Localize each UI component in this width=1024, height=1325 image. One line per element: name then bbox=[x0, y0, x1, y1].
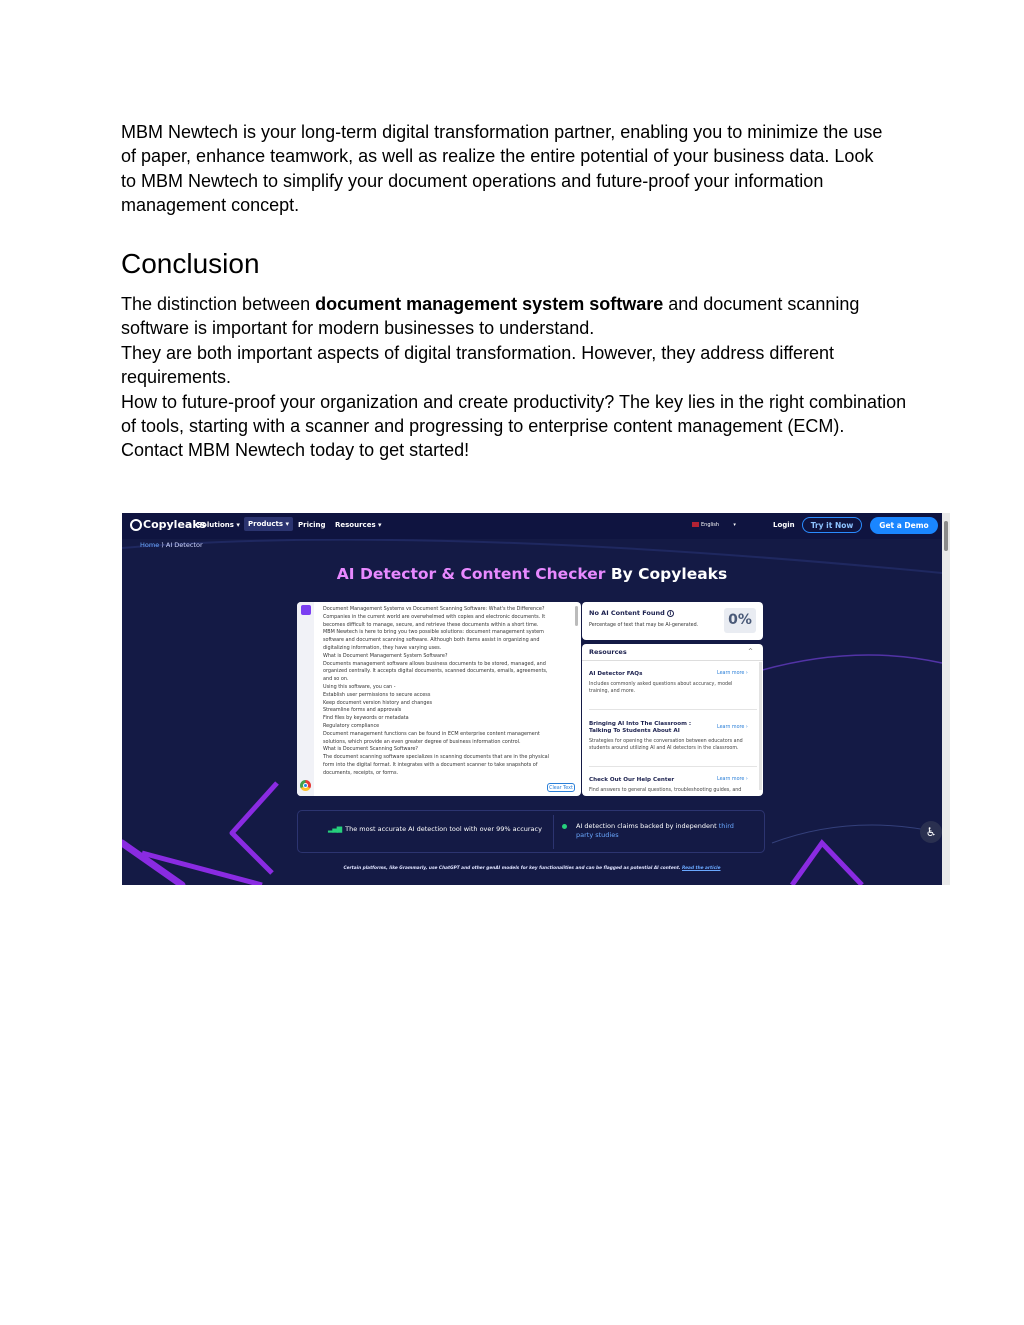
divider bbox=[582, 660, 763, 661]
scrollbar-thumb[interactable] bbox=[944, 521, 948, 551]
ai-percentage: 0% bbox=[724, 608, 756, 633]
bar-chart-icon: ▂▄▆ bbox=[328, 825, 342, 833]
nav-pricing[interactable]: Pricing bbox=[298, 521, 326, 529]
logo-text: Copyleaks bbox=[143, 518, 207, 531]
editor-scrollbar[interactable] bbox=[575, 606, 578, 626]
editor-line: organized centrally. It accepts digital documents, scanned documents, emails, agreements, bbox=[323, 668, 548, 675]
text: and document scanning software is important for modern businesses to understand. bbox=[121, 294, 860, 339]
learn-more-label: Learn more bbox=[717, 777, 745, 782]
editor-line: Establish user permissions to secure access bbox=[323, 691, 431, 698]
language-select[interactable]: English ▾ bbox=[692, 522, 736, 528]
chevron-up-icon[interactable]: ^ bbox=[748, 648, 754, 655]
editor-line: Document management functions can be found in ECM enterprise content management bbox=[323, 730, 540, 737]
stats-banner bbox=[297, 810, 765, 853]
learn-more-link[interactable]: Learn more › bbox=[717, 725, 748, 730]
resource-item bbox=[589, 721, 749, 752]
copyleaks-logo[interactable] bbox=[130, 518, 206, 531]
intro-line: to MBM Newtech to simplify your document operations and future-proof your information bbox=[121, 170, 824, 191]
editor-line: Find files by keywords or metadata bbox=[323, 715, 409, 722]
editor-line: documents, receipts, or forms. bbox=[323, 769, 399, 776]
nav-label: Solutions bbox=[197, 521, 234, 529]
text-editor[interactable] bbox=[297, 602, 581, 796]
editor-line: Keep document version history and changes bbox=[323, 699, 433, 706]
get-a-demo-button[interactable]: Get a Demo bbox=[870, 517, 938, 534]
editor-line: Document Management Systems vs Document Scanning Software: What's the Difference? bbox=[323, 606, 545, 612]
logo-c-icon bbox=[130, 519, 142, 531]
breadcrumb-home[interactable]: Home bbox=[140, 541, 160, 549]
language-label: English bbox=[701, 522, 720, 528]
divider bbox=[553, 815, 554, 849]
divider bbox=[589, 709, 757, 710]
breadcrumb: Home ) AI Detector bbox=[140, 541, 203, 549]
nav-solutions[interactable]: Solutions ▾ bbox=[197, 521, 240, 529]
conclusion-paragraph-3: How to future-proof your organization and create productivity? The key lies in the right combination of tools, starting with a scanner and progressing to enterprise content management (ECM). bbox=[121, 391, 907, 437]
editor-content[interactable] bbox=[323, 606, 557, 778]
clear-text-button[interactable]: Clear Text bbox=[547, 783, 575, 792]
ocr-scan-icon[interactable] bbox=[301, 605, 311, 615]
status-dot-icon bbox=[562, 824, 567, 829]
read-article-link[interactable]: Read the article bbox=[682, 866, 721, 871]
footnote-text: Certain platforms, like Grammarly, use ChatGPT and other genAI models for key functionalities and can be flagged as potential AI content. bbox=[343, 866, 681, 871]
login-link[interactable]: Login bbox=[773, 521, 795, 529]
editor-line: solutions, which provide an even greater degree of business information control. bbox=[323, 738, 521, 745]
chrome-extension-icon[interactable] bbox=[300, 780, 311, 791]
editor-line: What is Document Scanning Software? bbox=[323, 746, 419, 753]
divider bbox=[589, 766, 757, 767]
nav-label: Products bbox=[248, 520, 284, 528]
intro-line: of paper, enhance teamwork, as well as realize the entire potential of your business data. Look bbox=[121, 146, 874, 167]
learn-more-link[interactable]: Learn more › bbox=[717, 671, 748, 676]
editor-line: What is Document Management System Software? bbox=[323, 652, 448, 659]
conclusion-paragraph-2: They are both important aspects of digital transformation. However, they address different requirements. bbox=[121, 342, 835, 388]
intro-line: management concept. bbox=[121, 195, 300, 216]
resources-scrollbar[interactable] bbox=[759, 662, 762, 790]
text: The distinction between bbox=[121, 294, 316, 314]
learn-more-label: Learn more bbox=[717, 671, 745, 676]
resources-panel bbox=[582, 644, 763, 796]
accessibility-icon[interactable]: ♿ bbox=[920, 821, 942, 843]
resources-title: Resources bbox=[589, 648, 627, 656]
editor-line: Documents management software allows business documents to be stored, managed, and bbox=[323, 660, 546, 667]
editor-line: Regulatory compliance bbox=[323, 722, 380, 729]
flag-icon bbox=[692, 522, 699, 527]
page-scrollbar[interactable] bbox=[942, 513, 950, 885]
nav-resources[interactable]: Resources ▾ bbox=[335, 521, 382, 529]
conclusion-body bbox=[121, 292, 911, 463]
page-title bbox=[122, 565, 942, 583]
learn-more-link[interactable]: Learn more › bbox=[717, 777, 748, 782]
resource-title: Bringing AI Into The Classroom : Talking To Students About AI bbox=[589, 721, 692, 734]
third-party-studies-link[interactable]: third party studies bbox=[576, 822, 734, 839]
editor-line: digitalizing information, they have varying uses. bbox=[323, 644, 442, 651]
studies-text bbox=[566, 822, 736, 839]
resource-desc: Find answers to general questions, troubleshooting guides, and bbox=[589, 788, 742, 793]
accuracy-stat bbox=[328, 825, 542, 833]
editor-sidebar bbox=[297, 602, 314, 796]
resource-item bbox=[589, 777, 749, 794]
studies-label: AI detection claims backed by independent bbox=[576, 822, 719, 830]
editor-line: becomes difficult to manage, secure, and retrieve these documents within a short time. bbox=[323, 621, 539, 628]
learn-more-label: Learn more bbox=[717, 725, 745, 730]
conclusion-paragraph-4: Contact MBM Newtech today to get started! bbox=[121, 440, 470, 461]
editor-line: software and document scanning software. Although both items assist in organizing and bbox=[323, 637, 540, 644]
resource-desc: Includes commonly asked questions about accuracy, model training, and more. bbox=[589, 682, 733, 694]
result-title bbox=[589, 609, 674, 617]
bold-keyword: document management system software bbox=[315, 294, 664, 314]
footnote bbox=[122, 866, 942, 871]
nav-products[interactable]: Products ▾ bbox=[244, 517, 293, 531]
result-description: Percentage of text that may be AI-generated. bbox=[589, 623, 699, 628]
editor-line: Using this software, you can - bbox=[323, 683, 396, 690]
editor-line: Companies in the current world are overwhelmed with copies and electronic documents. It bbox=[323, 613, 546, 620]
intro-paragraph bbox=[121, 120, 911, 218]
conclusion-paragraph-1 bbox=[121, 292, 911, 341]
editor-line: and so on. bbox=[323, 676, 349, 683]
studies-stat bbox=[566, 822, 736, 839]
resource-desc: Strategies for opening the conversation between educators and students around utilizing AI and AI detectors in the classroom. bbox=[589, 739, 743, 751]
editor-line: Streamline forms and approvals bbox=[323, 707, 402, 714]
resource-title: Check Out Our Help Center bbox=[589, 777, 675, 783]
title-plain: By Copyleaks bbox=[610, 565, 728, 583]
result-title-text: No AI Content Found bbox=[589, 609, 665, 617]
info-icon[interactable]: i bbox=[667, 610, 674, 617]
nav-label: Resources bbox=[335, 521, 376, 529]
section-heading: Conclusion bbox=[121, 248, 260, 279]
intro-line: MBM Newtech is your long-term digital transformation partner, enabling you to minimize the use bbox=[121, 122, 883, 142]
embedded-screenshot bbox=[122, 513, 950, 885]
result-card bbox=[582, 602, 763, 640]
try-it-now-button[interactable]: Try it Now bbox=[802, 517, 862, 533]
resource-title: AI Detector FAQs bbox=[589, 671, 643, 677]
title-highlight: AI Detector & Content Checker bbox=[336, 565, 606, 583]
resource-item bbox=[589, 671, 749, 695]
editor-line: The document scanning software specializes in scanning documents that are in the physical bbox=[323, 754, 550, 761]
editor-line: MBM Newtech is here to bring you two possible solutions: document management system bbox=[323, 629, 544, 636]
breadcrumb-current: AI Detector bbox=[165, 541, 203, 549]
editor-line: form into the digital format. It integrates with a document scanner to take snapshots of bbox=[323, 761, 538, 768]
accuracy-text: The most accurate AI detection tool with over 99% accuracy bbox=[345, 825, 542, 833]
